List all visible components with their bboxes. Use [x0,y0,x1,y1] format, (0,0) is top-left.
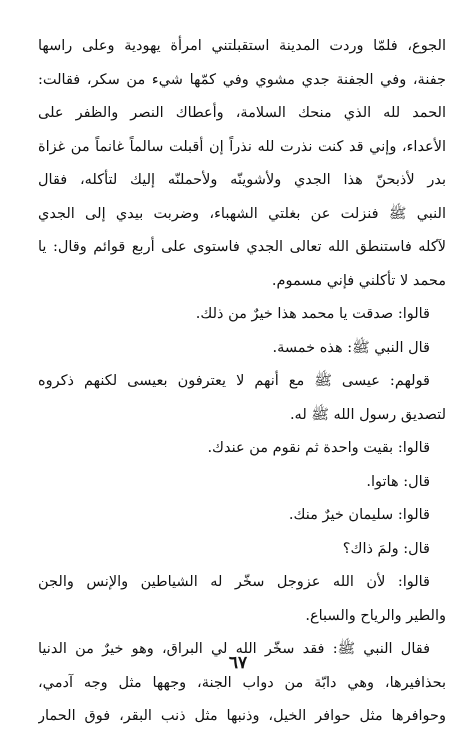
text-line-21: وحوافرها مثل حوافر الخيل، وذنبها مثل ذنب البقر، فوق الحمار [38,708,446,724]
page-number: ٦٧ [228,653,248,673]
text-line-16: قال: ولمَ ذاك؟ [342,540,430,557]
text-line-1: الجوع، فلمّا وردت المدينة استقبلتني امرأة يهودية وعلى راسها [38,38,446,54]
text-line-4: الأعداء، وإني قد كنت نذرت لله نذراً إن أقبلت سالماً غانماً من غزاة [38,138,446,155]
text-line-17: قالوا: لأن الله عزوجل سخّر له الشياطين والإنس والجن [38,574,430,590]
text-line-5: بدر لأذبحنّ هذا الجدي ولأشوينّه ولأحملنّه إليك لتأكله، فقال [38,172,446,188]
text-line-8: محمد لا تأكلني فإني مسموم. [271,272,446,289]
text-line-2: جفنة، وفي الجفنة جدي مشوي وفي كمّها شيء من سكر، فقالت: [38,71,446,88]
text-line-14: قال: هاتوا. [366,473,430,490]
text-line-7: لآكله فاستنطق الله تعالى الجدي فاستوى على أربع قوائم وقال: يا [38,239,446,255]
text-line-6: النبي ﷺ فنزلت عن بغلتي الشهباء، وضربت بيدي إلى الجدي [38,205,446,222]
text-line-12: لتصديق رسول الله ﷺ له. [289,406,446,423]
text-line-11: قولهم: عيسى ﷺ مع أنهم لا يعترفون بعيسى لكنهم ذكروه [38,373,430,389]
text-line-19: فقال النبي ﷺ: فقد سخّر الله لي البراق، وهو خيرٌ من الدنيا [38,641,430,657]
text-line-10: قال النبي ﷺ: هذه خمسة. [272,339,430,356]
page-body-text [38,30,446,734]
text-line-15: قالوا: سليمان خيرٌ منك. [288,507,430,523]
text-line-9: قالوا: صدقت يا محمد هذا خيرٌ من ذلك. [195,306,430,322]
text-line-3: الحمد لله الذي منحك السلامة، وأعطاك النصر والظفر على [38,105,446,121]
text-line-18: والطير والرياح والسباع. [305,607,446,624]
text-line-13: قالوا: بقيت واحدة ثم نقوم من عندك. [207,440,430,456]
text-line-20: بحذافيرها، وهي دابّة من دواب الجنة، وجهها مثل وجه آدمي، [38,674,446,691]
